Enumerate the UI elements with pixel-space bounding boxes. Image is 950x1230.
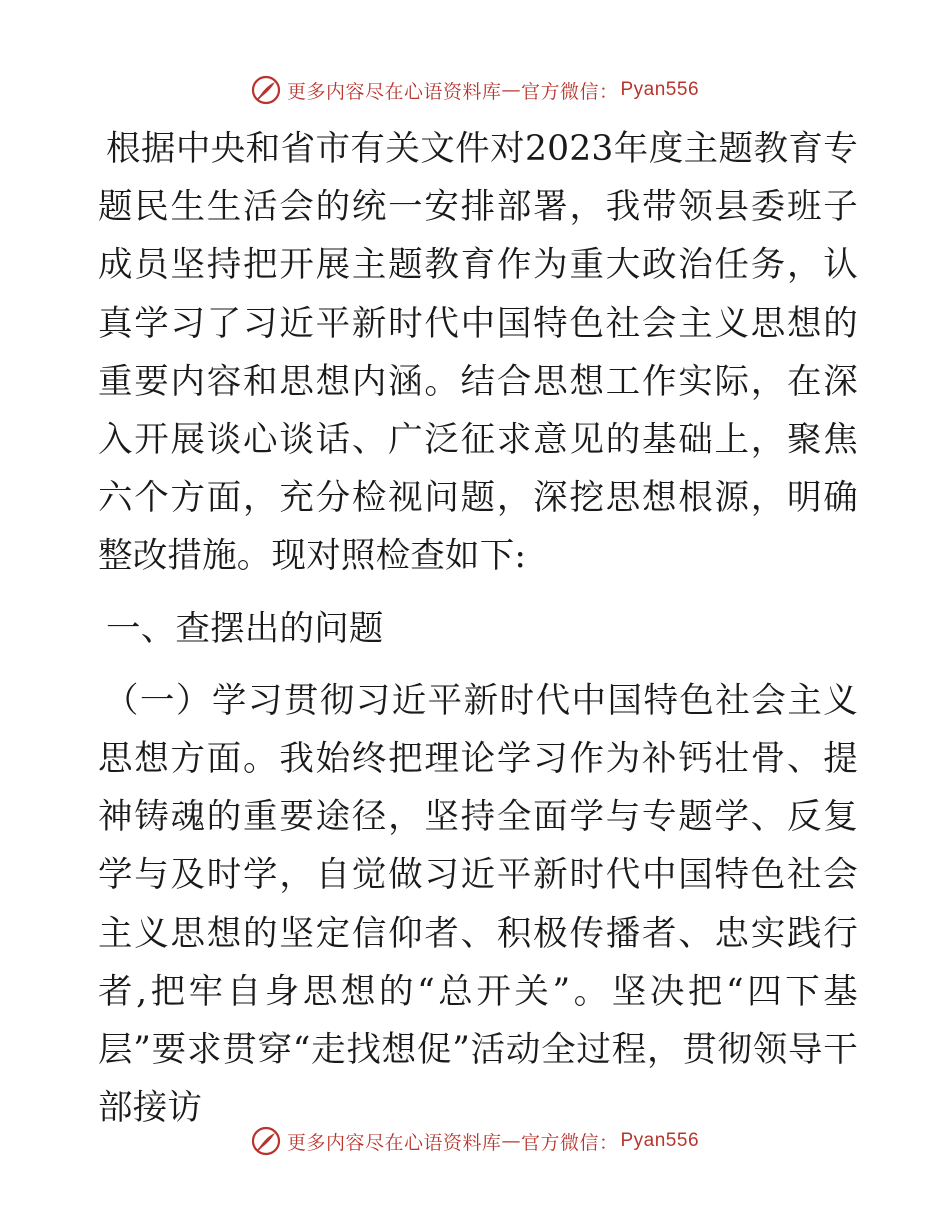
watermark-label: 官方微信： bbox=[520, 80, 619, 103]
quill-logo-icon bbox=[251, 75, 281, 105]
watermark-dash: — bbox=[501, 1130, 521, 1152]
header-watermark bbox=[0, 70, 950, 110]
watermark-brand: 更多内容尽在心语资料库 bbox=[286, 1131, 502, 1154]
watermark-account: Pyan556 bbox=[620, 79, 700, 100]
quill-logo-icon bbox=[251, 1126, 281, 1156]
section-paragraph: （一）学习贯彻习近平新时代中国特色社会主义思想方面。我始终把理论学习作为补钙壮骨、提神铸魂的重要途径，坚持全面学与专题学、反复学与及时学，自觉做习近平新时代中国特色社会主义思想的坚定信仰者、积极传播者、忠实践行者,把牢自身思想的“总开关”。坚决把“四下基层”要求贯穿“走找想促”活动全过程，贯彻领导干部接访 bbox=[98, 680, 858, 1129]
footer-watermark bbox=[0, 1121, 950, 1161]
section-heading: 一、查摆出的问题 bbox=[106, 608, 384, 649]
watermark-brand: 更多内容尽在心语资料库 bbox=[286, 80, 502, 103]
watermark-label: 官方微信： bbox=[520, 1131, 619, 1154]
intro-paragraph: 根据中央和省市有关文件对2023年度主题教育专题民生生活会的统一安排部署，我带领县委班子成员坚持把开展主题教育作为重大政治任务，认真学习了习近平新时代中国特色社会主义思想的重要内容和思想内涵。结合思想工作实际，在深入开展谈心谈话、广泛征求意见的基础上，聚焦六个方面，充分检视问题，深挖思想根源，明确整改措施。现对照检查如下: bbox=[98, 129, 858, 577]
watermark-account: Pyan556 bbox=[620, 1130, 700, 1151]
watermark-dash: — bbox=[501, 79, 521, 101]
document-body bbox=[98, 120, 858, 1137]
